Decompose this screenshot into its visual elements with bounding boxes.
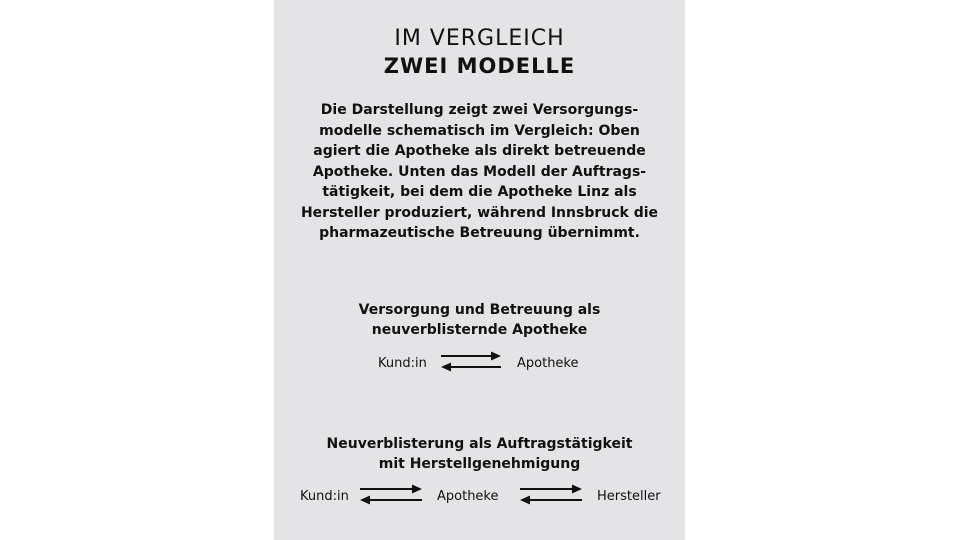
model-2-title <box>274 434 685 474</box>
description-line: Apotheke. Unten das Modell der Auftrags- <box>312 163 647 180</box>
model-2-bidirectional-arrows-left <box>358 482 424 506</box>
model-1-title-line: Versorgung und Betreuung als <box>358 302 601 318</box>
arrow-right-icon <box>360 485 422 494</box>
model-2-node-manufacturer: Hersteller <box>597 489 661 504</box>
model-1-node-customer: Kund:in <box>378 356 427 371</box>
model-1-title <box>274 300 685 340</box>
model-2-node-pharmacy: Apotheke <box>437 489 499 504</box>
description-line: Die Darstellung zeigt zwei Versorgungs- <box>320 102 639 118</box>
title-line-1: IM VERGLEICH <box>394 26 565 51</box>
model-1-node-pharmacy: Apotheke <box>517 356 579 371</box>
description-line: agiert die Apotheke als direkt betreuende <box>313 143 646 159</box>
title-line-2: ZWEI MODELLE <box>383 54 576 78</box>
description-line: Hersteller produziert, während Innsbruck die <box>300 204 659 221</box>
model-2-title-line: mit Herstellgenehmigung <box>378 456 581 472</box>
arrow-right-icon <box>520 485 582 494</box>
arrow-left-icon <box>520 496 582 505</box>
description-text <box>294 100 665 244</box>
description-line: pharmazeutische Betreuung übernimmt. <box>319 225 640 241</box>
arrow-left-icon <box>441 363 501 372</box>
infographic-panel <box>274 0 685 540</box>
model-2-node-customer: Kund:in <box>300 489 349 504</box>
arrow-right-icon <box>441 352 501 361</box>
description-line: tätigkeit, bei dem die Apotheke Linz als <box>322 184 637 200</box>
model-2-bidirectional-arrows-right <box>518 482 584 506</box>
model-1-title-line: neuverblisternde Apotheke <box>371 322 588 338</box>
model-2-title-line: Neuverblisterung als Auftragstätigkeit <box>326 436 633 452</box>
description-line: modelle schematisch im Vergleich: Oben <box>319 122 640 139</box>
model-1-bidirectional-arrows <box>439 349 503 373</box>
arrow-left-icon <box>360 496 422 505</box>
